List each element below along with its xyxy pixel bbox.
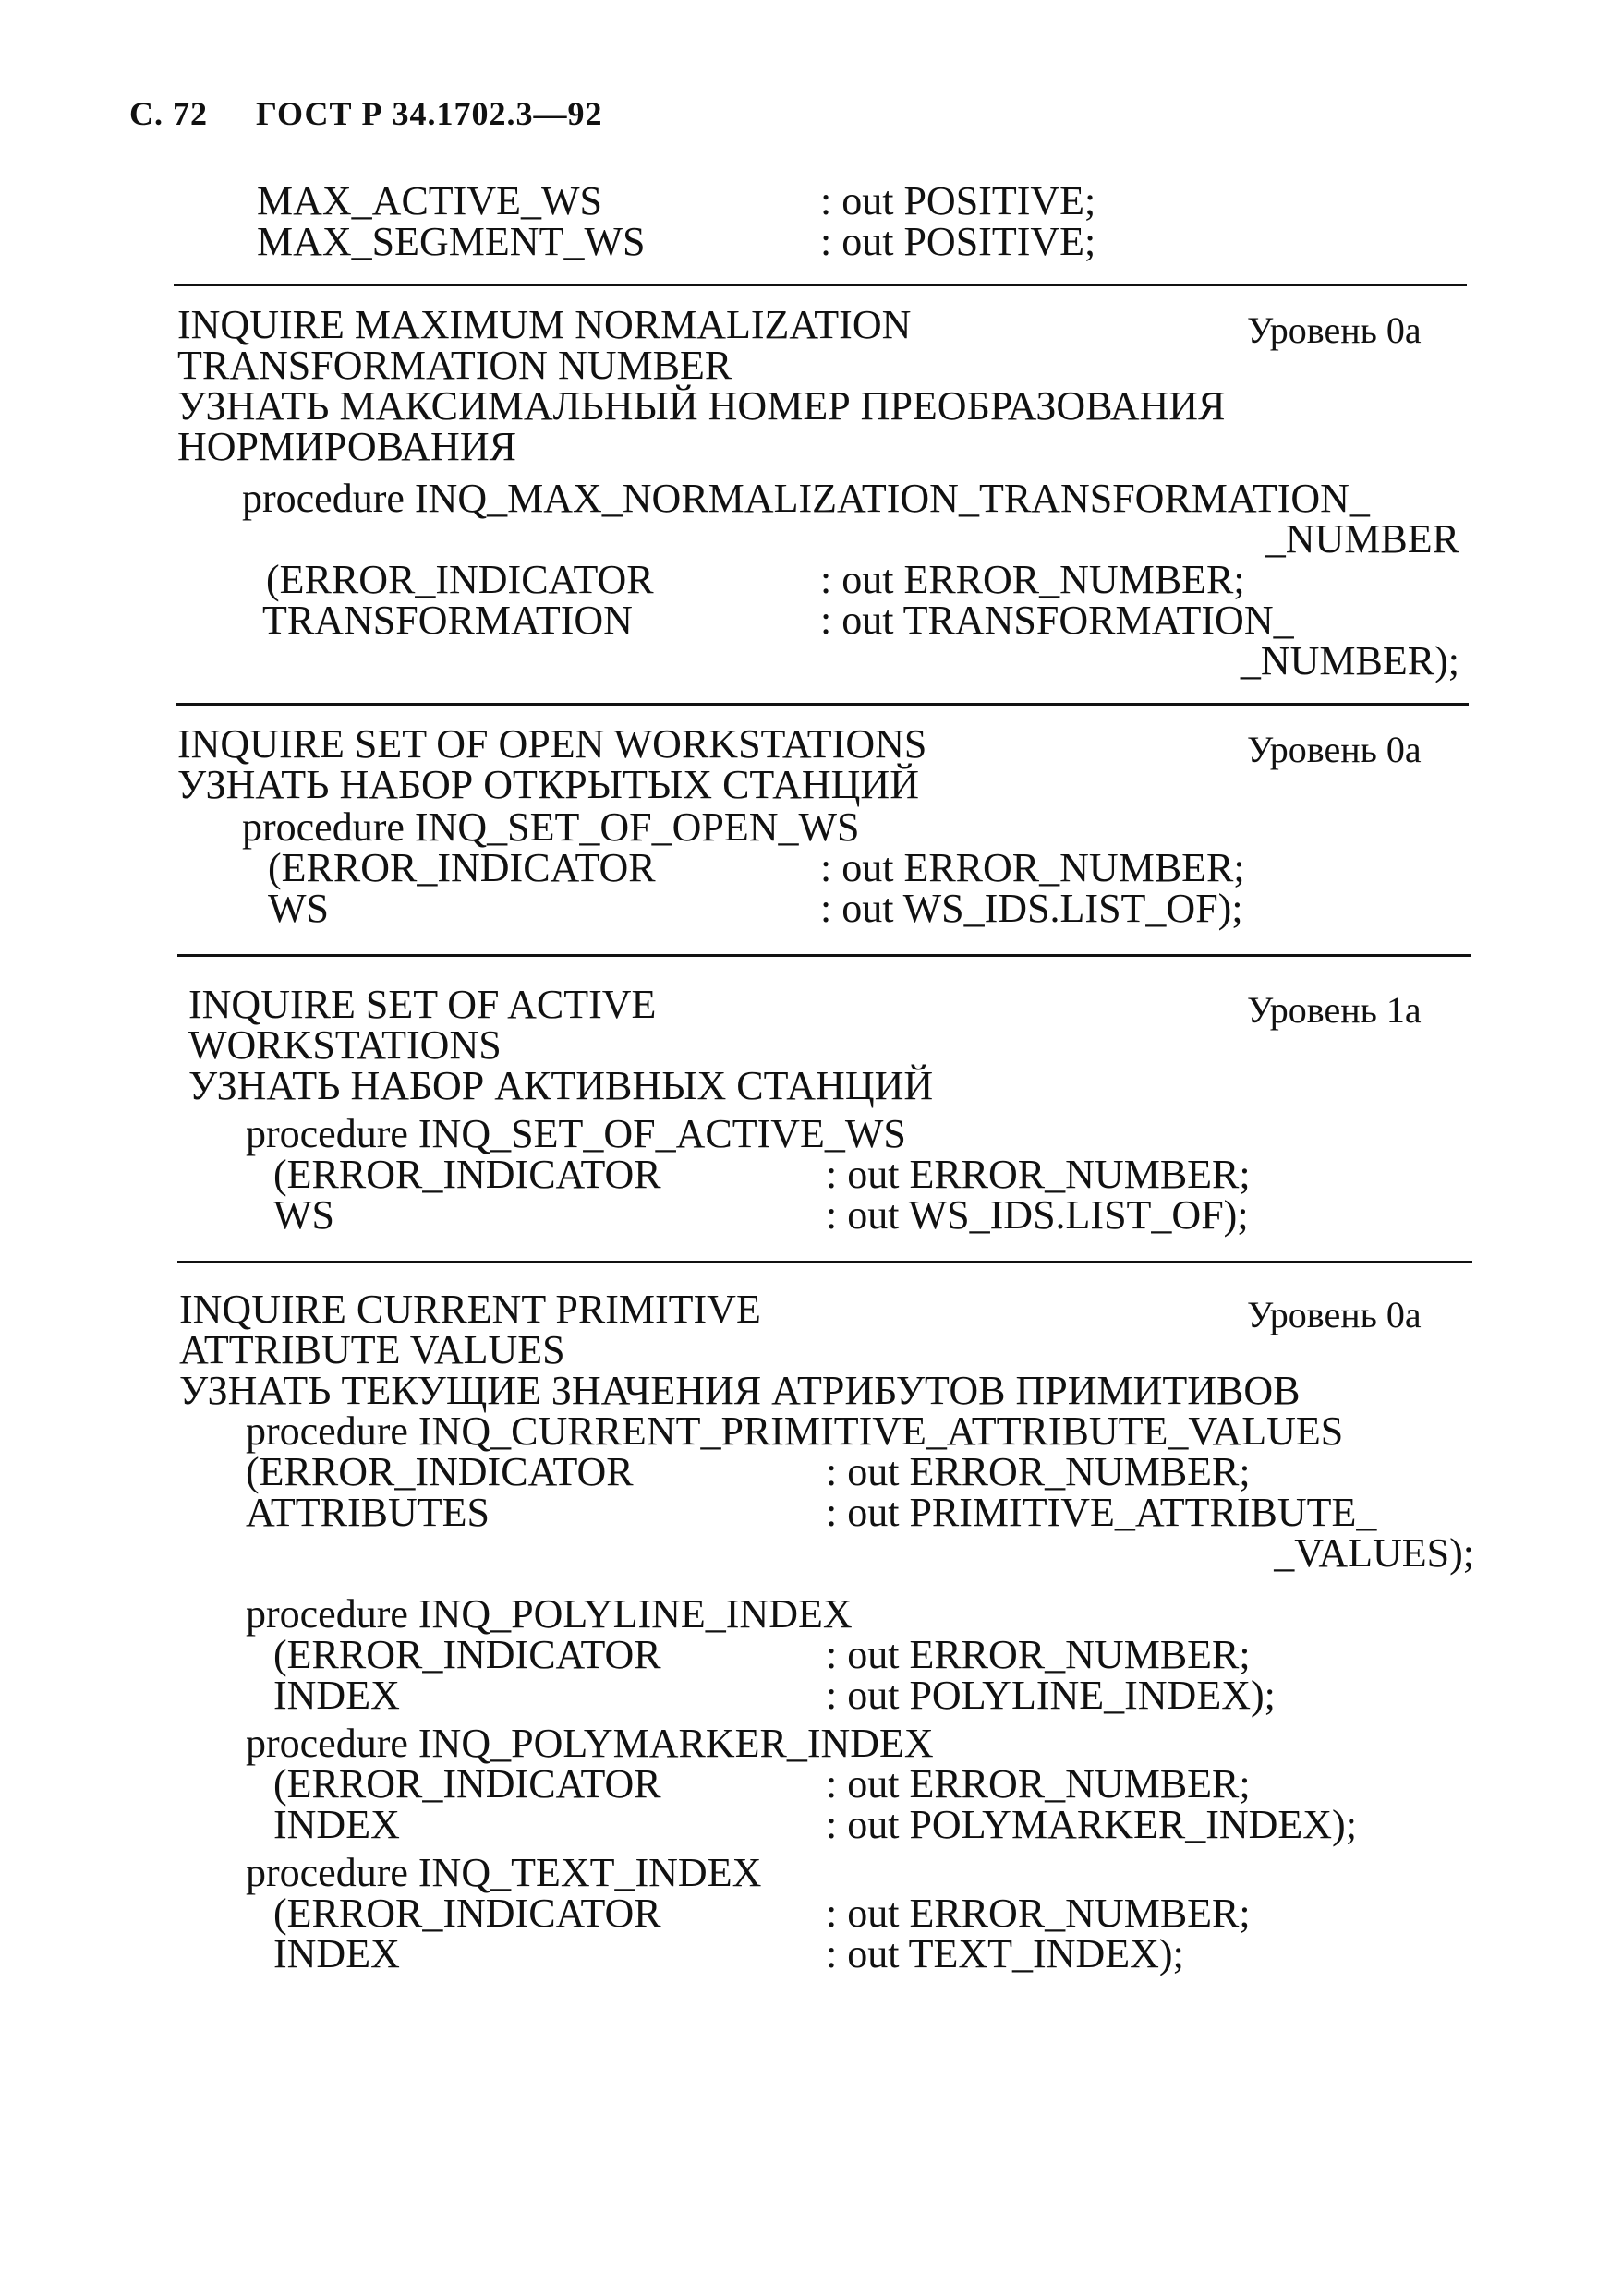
s1-title-line2: TRANSFORMATION NUMBER	[177, 343, 732, 388]
top-param-name-2: MAX_SEGMENT_WS	[257, 219, 646, 264]
s4-level: Уровень 0а	[1247, 1294, 1422, 1335]
s4-polymarker-p2-name: INDEX	[273, 1802, 400, 1847]
s3-param2-type: : out WS_IDS.LIST_OF);	[826, 1192, 1249, 1238]
s2-ru: УЗНАТЬ НАБОР ОТКРЫТЫХ СТАНЦИЙ	[177, 762, 919, 807]
divider-2	[176, 703, 1469, 706]
s4-text-p1-type: : out ERROR_NUMBER;	[826, 1891, 1251, 1936]
top-param-name-1: MAX_ACTIVE_WS	[257, 178, 602, 224]
s4-proc-polyline: procedure INQ_POLYLINE_INDEX	[246, 1591, 853, 1637]
s1-param1-name: (ERROR_INDICATOR	[266, 557, 654, 602]
s4-polymarker-p1-type: : out ERROR_NUMBER;	[826, 1761, 1251, 1807]
s1-ru-line2: НОРМИРОВАНИЯ	[177, 424, 516, 469]
s2-param1-type: : out ERROR_NUMBER;	[820, 845, 1245, 890]
s1-procedure-cont: _NUMBER	[1265, 516, 1459, 562]
s3-param2-name: WS	[273, 1192, 334, 1238]
s4-param2-type: : out PRIMITIVE_ATTRIBUTE_	[826, 1490, 1377, 1535]
s4-param1-type: : out ERROR_NUMBER;	[826, 1449, 1251, 1494]
top-param-type-1: : out POSITIVE;	[820, 178, 1096, 224]
s4-polyline-p1-type: : out ERROR_NUMBER;	[826, 1632, 1251, 1677]
standard-code: ГОСТ Р 34.1702.3—92	[256, 95, 603, 132]
s1-procedure: procedure INQ_MAX_NORMALIZATION_TRANSFORMATION_	[242, 476, 1370, 521]
s1-level: Уровень 0а	[1247, 309, 1422, 351]
page-header	[129, 94, 602, 133]
s3-param1-type: : out ERROR_NUMBER;	[826, 1152, 1251, 1197]
s4-polymarker-p1-name: (ERROR_INDICATOR	[273, 1761, 661, 1807]
s4-ru: УЗНАТЬ ТЕКУЩИЕ ЗНАЧЕНИЯ АТРИБУТОВ ПРИМИТИВОВ	[179, 1368, 1301, 1413]
s3-procedure: procedure INQ_SET_OF_ACTIVE_WS	[246, 1111, 906, 1156]
s2-level: Уровень 0а	[1247, 729, 1422, 770]
s4-polymarker-p2-type: : out POLYMARKER_INDEX);	[826, 1802, 1357, 1847]
s4-param2-cont: _VALUES);	[1274, 1530, 1474, 1576]
s4-text-p1-name: (ERROR_INDICATOR	[273, 1891, 661, 1936]
s4-proc-text: procedure INQ_TEXT_INDEX	[246, 1850, 762, 1895]
top-param-type-2: : out POSITIVE;	[820, 219, 1096, 264]
divider-4	[177, 1261, 1472, 1263]
s4-text-p2-type: : out TEXT_INDEX);	[826, 1931, 1184, 1976]
s1-param1-type: : out ERROR_NUMBER;	[820, 557, 1245, 602]
s2-param2-name: WS	[268, 886, 329, 931]
s4-polyline-p2-type: : out POLYLINE_INDEX);	[826, 1673, 1276, 1718]
s4-polyline-p2-name: INDEX	[273, 1673, 400, 1718]
s2-param2-type: : out WS_IDS.LIST_OF);	[820, 886, 1243, 931]
s3-ru: УЗНАТЬ НАБОР АКТИВНЫХ СТАНЦИЙ	[188, 1063, 934, 1108]
s4-procedure: procedure INQ_CURRENT_PRIMITIVE_ATTRIBUTE_VALUES	[246, 1408, 1344, 1454]
s3-param1-name: (ERROR_INDICATOR	[273, 1152, 661, 1197]
s2-param1-name: (ERROR_INDICATOR	[268, 845, 656, 890]
s4-title-line2: ATTRIBUTE VALUES	[179, 1327, 565, 1372]
s1-param2-cont: _NUMBER);	[1240, 638, 1459, 683]
divider-1	[174, 284, 1467, 286]
s1-title-line1: INQUIRE MAXIMUM NORMALIZATION	[177, 302, 912, 347]
s4-title-line1: INQUIRE CURRENT PRIMITIVE	[179, 1287, 761, 1332]
s1-ru-line1: УЗНАТЬ МАКСИМАЛЬНЫЙ НОМЕР ПРЕОБРАЗОВАНИЯ	[177, 383, 1226, 429]
s3-title-line1: INQUIRE SET OF ACTIVE	[188, 982, 657, 1027]
s1-param2-type: : out TRANSFORMATION_	[820, 598, 1294, 643]
s3-title-line2: WORKSTATIONS	[188, 1022, 502, 1068]
s4-param1-name: (ERROR_INDICATOR	[246, 1449, 634, 1494]
s2-procedure: procedure INQ_SET_OF_OPEN_WS	[242, 804, 860, 850]
divider-3	[177, 954, 1471, 957]
page-number: С. 72	[129, 95, 208, 132]
s2-title: INQUIRE SET OF OPEN WORKSTATIONS	[177, 721, 927, 767]
s3-level: Уровень 1а	[1247, 989, 1422, 1031]
s4-polyline-p1-name: (ERROR_INDICATOR	[273, 1632, 661, 1677]
s4-text-p2-name: INDEX	[273, 1931, 400, 1976]
s4-proc-polymarker: procedure INQ_POLYMARKER_INDEX	[246, 1721, 934, 1766]
s4-param2-name: ATTRIBUTES	[246, 1490, 490, 1535]
s1-param2-name: TRANSFORMATION	[262, 598, 633, 643]
